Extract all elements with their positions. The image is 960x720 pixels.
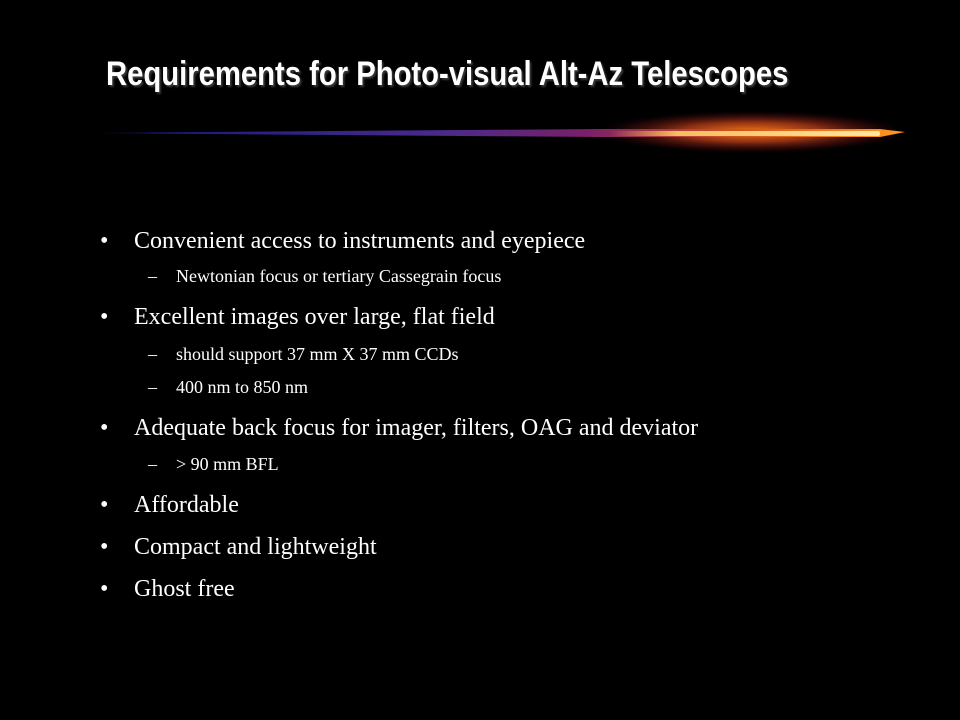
sub-bullet-item <box>148 452 279 476</box>
bullet-text: Adequate back focus for imager, filters, OAG and deviator <box>134 415 699 441</box>
sub-bullet-item <box>148 264 501 288</box>
bullet-text: Ghost free <box>134 576 235 602</box>
bullet-item <box>100 490 239 520</box>
bullet-item <box>100 574 235 604</box>
sub-bullet-item <box>148 342 459 366</box>
bullet-item <box>100 226 585 256</box>
bullet-item <box>100 413 698 443</box>
bullet-text: Convenient access to instruments and eyepiece <box>134 228 586 254</box>
bullet-text: Newtonian focus or tertiary Cassegrain focus <box>176 266 502 286</box>
bullet-marker: • <box>100 534 109 560</box>
sub-bullet-item <box>148 375 308 399</box>
bullet-marker: • <box>100 576 109 602</box>
bullet-marker: • <box>100 415 109 441</box>
slide-title: Requirements for Photo-visual Alt-Az Telescopes <box>105 55 789 93</box>
bullet-marker: • <box>100 228 109 254</box>
dash-marker: – <box>148 377 157 397</box>
bullet-marker: • <box>100 492 109 518</box>
dash-marker: – <box>148 454 157 474</box>
dash-marker: – <box>148 344 157 364</box>
bullet-text: Compact and lightweight <box>134 534 377 560</box>
bullet-text: should support 37 mm X 37 mm CCDs <box>176 344 459 364</box>
bullet-text: Affordable <box>134 492 239 518</box>
bullet-marker: • <box>100 304 109 330</box>
bullet-text: Excellent images over large, flat field <box>134 304 495 330</box>
bullet-item <box>100 532 377 562</box>
bullet-text: > 90 mm BFL <box>176 454 279 474</box>
bullet-item <box>100 302 495 332</box>
bullet-text: 400 nm to 850 nm <box>176 377 309 397</box>
dash-marker: – <box>148 266 157 286</box>
